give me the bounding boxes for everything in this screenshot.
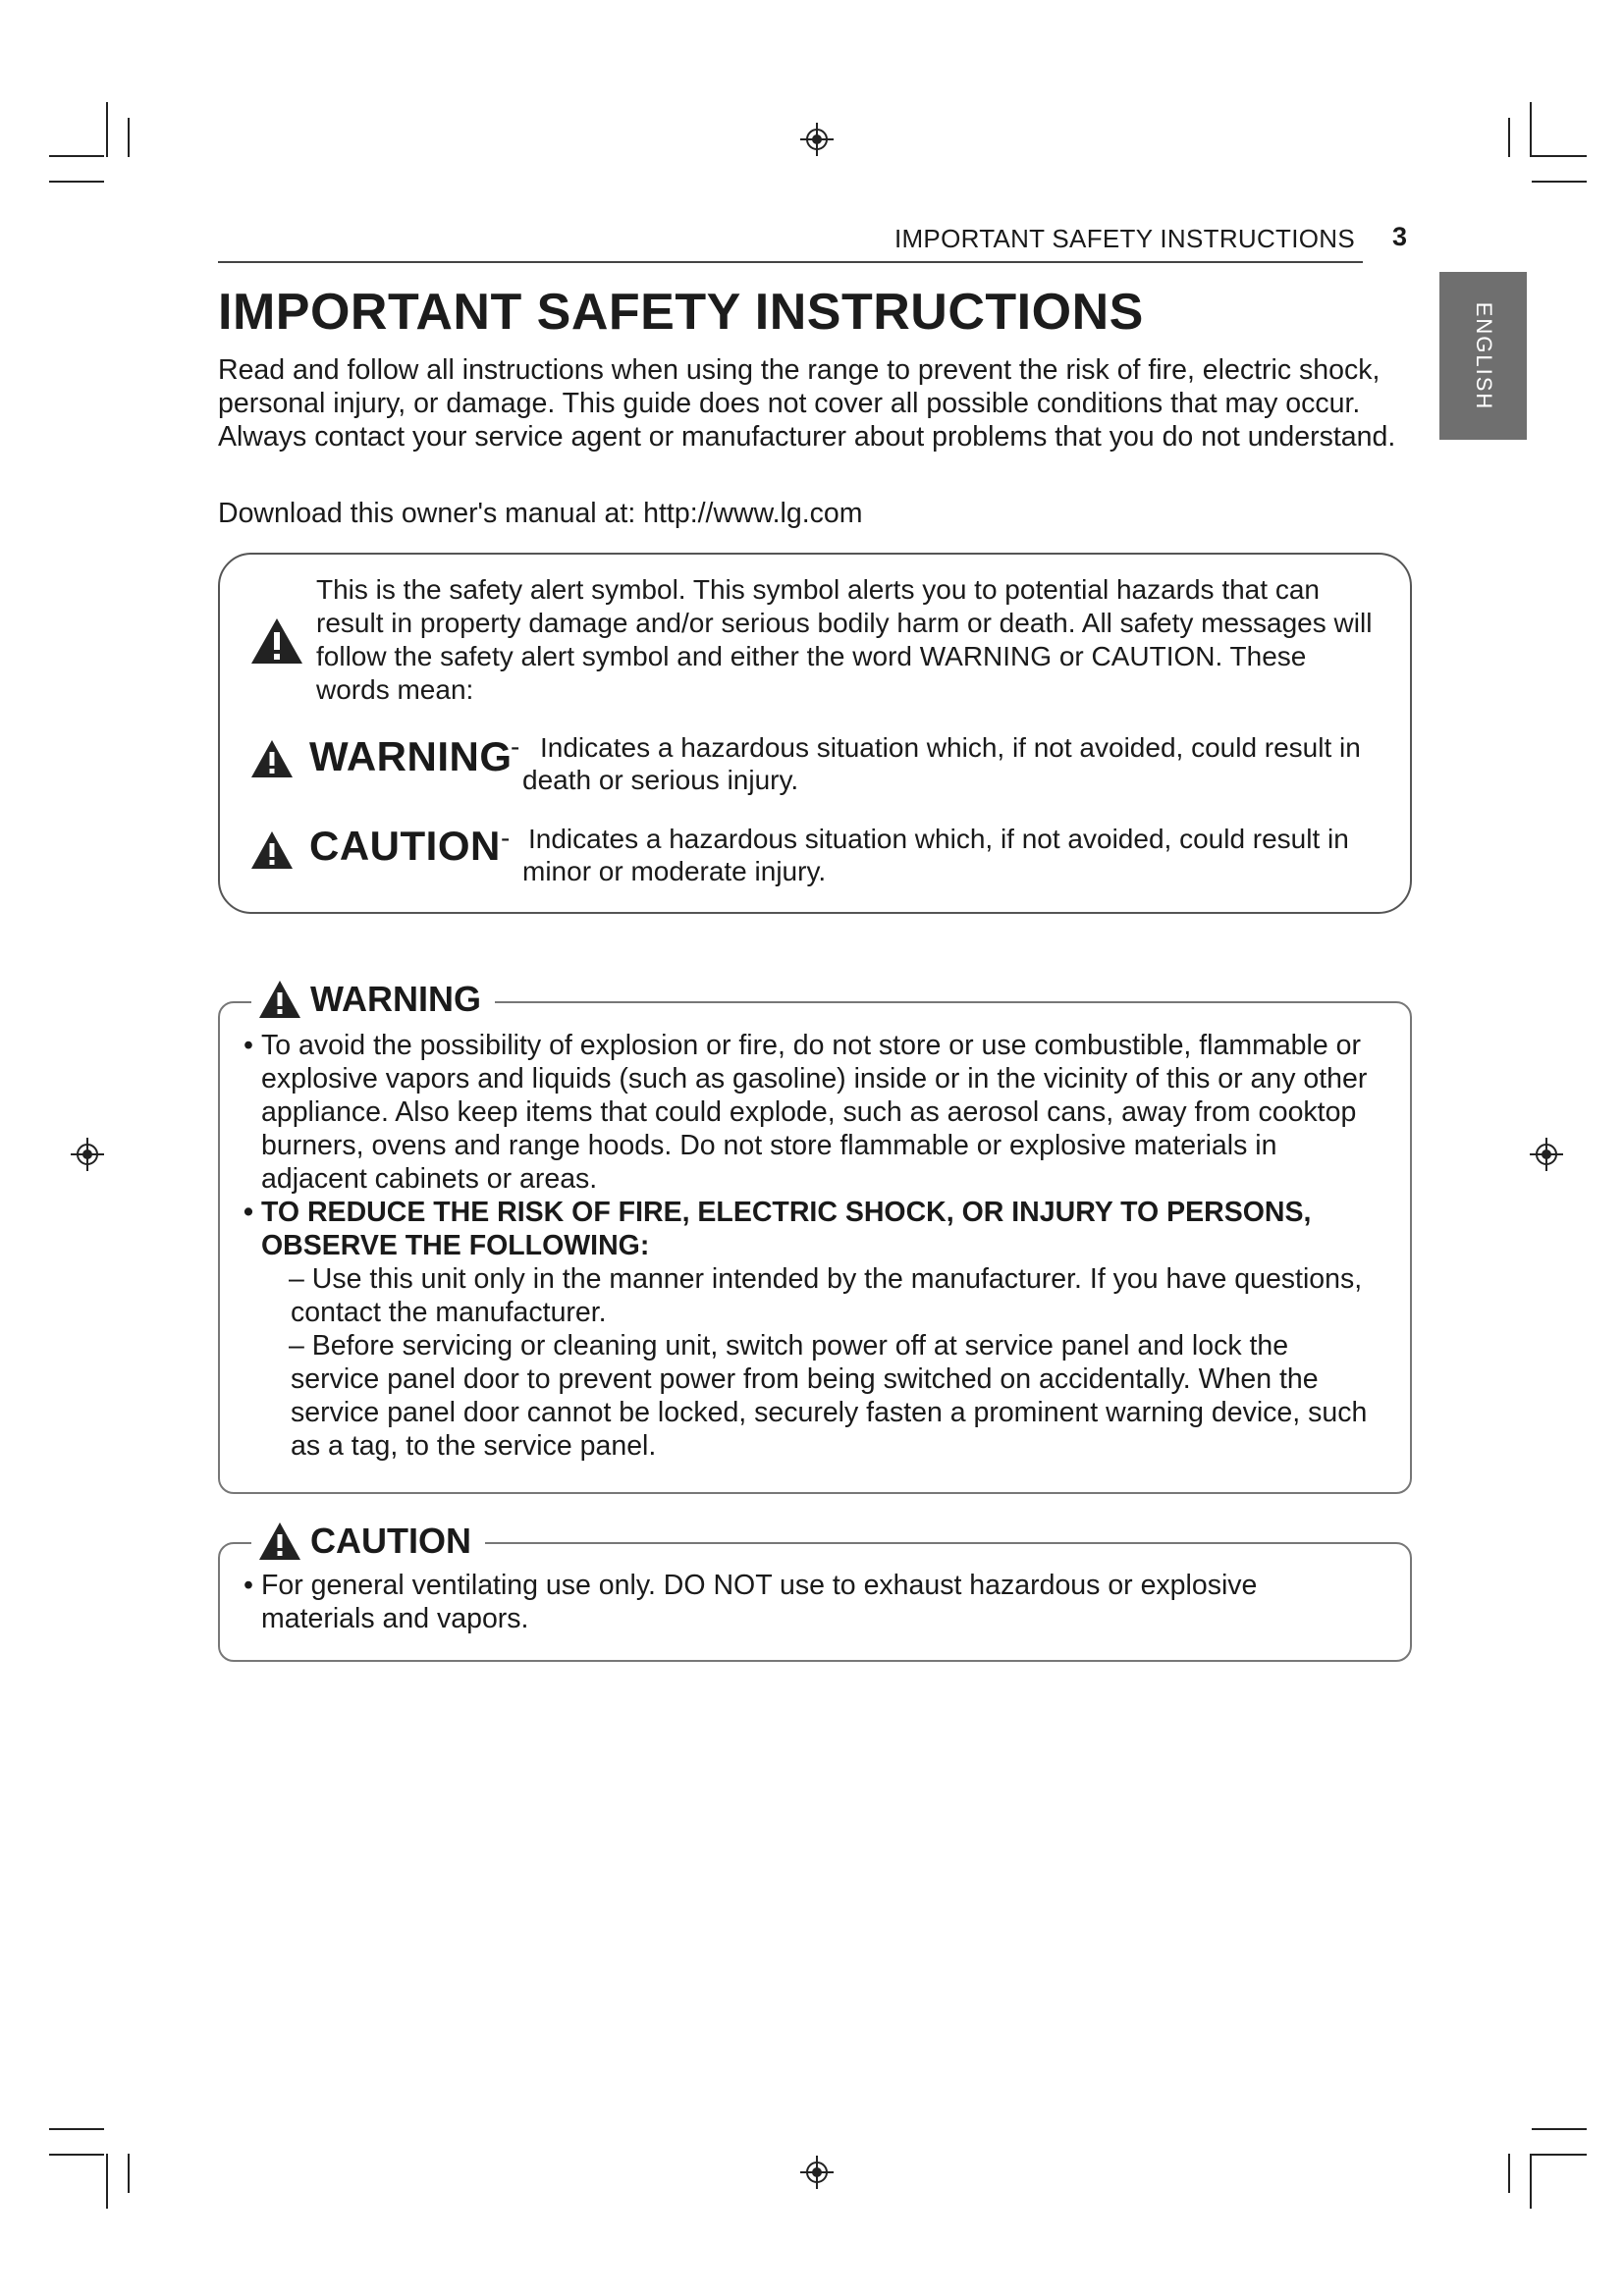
page-title: IMPORTANT SAFETY INSTRUCTIONS (218, 284, 1144, 341)
caution-bullet-1-text: For general ventilating use only. DO NOT use to exhaust hazardous or explosive materials and vapors. (261, 1570, 1258, 1634)
caution-dash: - (501, 823, 511, 853)
header-divider (218, 261, 1363, 263)
crop-mark (128, 118, 130, 157)
safety-alert-icon (249, 616, 304, 666)
warning-notice-heading (251, 976, 495, 1023)
crop-mark (106, 102, 108, 157)
caution-bullet-1 (244, 1569, 1341, 1635)
bullet: • (244, 1197, 253, 1228)
crop-mark (49, 2154, 104, 2156)
registration-mark-icon (1530, 1138, 1563, 1171)
crop-mark (49, 155, 104, 157)
warning-sub-item-1: – Use this unit only in the manner intended by the manufacturer. If you have questions, contact the manufacturer. (289, 1263, 1363, 1328)
language-tab-label: ENGLISH (1471, 301, 1496, 410)
warning-signal-word: WARNING (309, 733, 513, 779)
bullet: • (244, 1030, 253, 1061)
download-note: Download this owner's manual at: http://www.lg.com (218, 498, 863, 529)
warning-definition: Indicates a hazardous situation which, if not avoided, could result in death or serious injury. (522, 732, 1361, 795)
caution-icon (249, 829, 295, 871)
crop-mark (49, 2128, 104, 2130)
caution-notice-heading (251, 1518, 485, 1565)
crop-mark (106, 2154, 108, 2209)
warning-bullet-1 (244, 1029, 1390, 1196)
warning-icon (257, 979, 302, 1020)
language-tab (1439, 272, 1527, 440)
registration-mark-icon (800, 2156, 834, 2189)
crop-mark (1508, 118, 1510, 157)
safety-alert-description: This is the safety alert symbol. This symbol alerts you to potential hazards that can result in property damage and/or serious bodily harm or death. All safety messages will follow the safety alert symbol and either the word WARNING or CAUTION. These words mean: (316, 574, 1373, 705)
warning-bullet-2-text: TO REDUCE THE RISK OF FIRE, ELECTRIC SHOCK, OR INJURY TO PERSONS, OBSERVE THE FOLLOWING: (261, 1197, 1312, 1261)
intro-paragraph: Read and follow all instructions when using the range to prevent the risk of fire, electric shock, personal injury, or damage. This guide does not cover all possible conditions that may occur. Always contact your service agent or manufacturer about problems that you do not understand. (218, 354, 1396, 453)
registration-mark-icon (800, 123, 834, 156)
crop-mark (1532, 2128, 1587, 2130)
running-title: IMPORTANT SAFETY INSTRUCTIONS (893, 224, 1355, 253)
page-number: 3 (1392, 222, 1408, 251)
caution-definition: Indicates a hazardous situation which, if not avoided, could result in minor or moderate injury. (522, 824, 1349, 886)
caution-signal-word: CAUTION (309, 823, 501, 869)
warning-bullet-1-text: To avoid the possibility of explosion or fire, do not store or use combustible, flammable or explosive vapors and liquids (such as gasoline) inside or in the vicinity of this or any other appliance. Also keep items that could explode, such as aerosol cans, away from cooktop burners, ovens and range hoods. Do not store flammable or explosive materials in adjacent cabinets or areas. (261, 1030, 1368, 1195)
crop-mark (128, 2154, 130, 2193)
crop-mark (1532, 155, 1587, 157)
warning-heading-text: WARNING (310, 979, 481, 1019)
warning-bullet-2 (244, 1196, 1390, 1262)
crop-mark (1532, 2154, 1587, 2156)
caution-heading-text: CAUTION (310, 1521, 471, 1561)
crop-mark (1508, 2154, 1510, 2193)
crop-mark (1532, 181, 1587, 183)
caution-icon (257, 1521, 302, 1562)
warning-sub-item-2: – Before servicing or cleaning unit, switch power off at service panel and lock the service panel door to prevent power from being switched on accidentally. When the service panel door cannot be locked, securely fasten a prominent warning device, such as a tag, to the service panel. (289, 1330, 1368, 1462)
crop-mark (1530, 2154, 1532, 2209)
warning-icon (249, 738, 295, 779)
warning-dash: - (511, 731, 520, 762)
registration-mark-icon (71, 1138, 104, 1171)
crop-mark (49, 181, 104, 183)
bullet: • (244, 1570, 253, 1601)
crop-mark (1530, 102, 1532, 157)
